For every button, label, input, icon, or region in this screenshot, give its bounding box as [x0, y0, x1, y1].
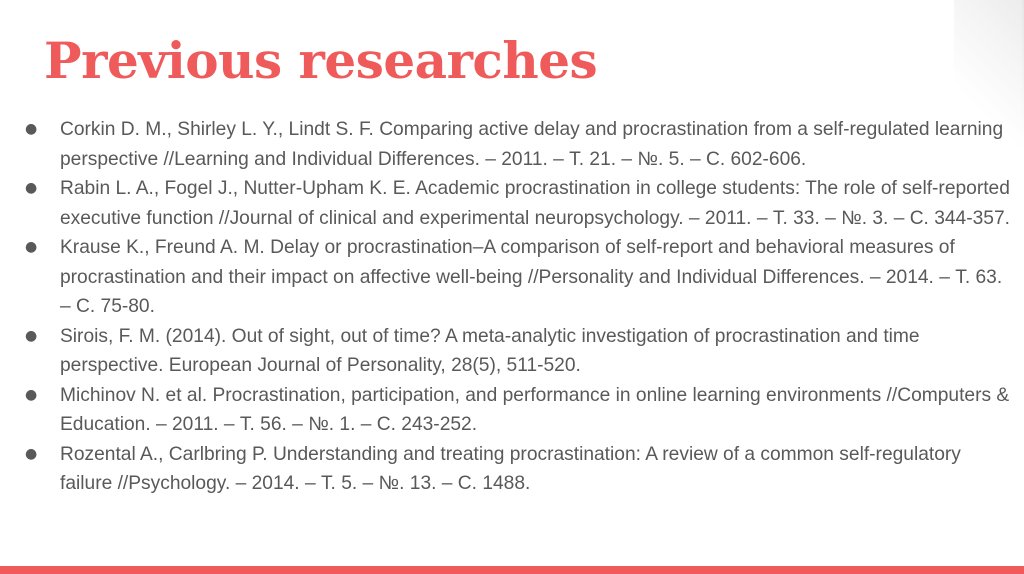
reference-text: Sirois, F. M. (2014). Out of sight, out of time? A meta-analytic investigation of procrastination and time perspective. European Journal of Personality, 28(5), 511-520. — [60, 325, 920, 376]
bullet-icon: ● — [25, 386, 38, 403]
bullet-icon: ● — [25, 327, 38, 344]
reference-item — [20, 381, 1012, 440]
bullet-icon: ● — [25, 180, 38, 196]
reference-text: Rabin L. A., Fogel J., Nutter-Upham K. E. Academic procrastination in college students: The role of self-reported executive function //Journal of clinical and experimental neuropsychology. – 2011. – Т. 33. – №. 3. – С. 344-357. — [60, 178, 1010, 229]
reference-text: Michinov N. et al. Procrastination, participation, and performance in online learning environments //Computers & Education. – 2011. – Т. 56. – №. 1. – С. 243-252. — [60, 384, 1010, 435]
reference-text: Corkin D. M., Shirley L. Y., Lindt S. F. Comparing active delay and procrastination from a self-regulated learning perspective //Learning and Individual Differences. – 2011. – Т. 21. – №. 5. – С. 602-606. — [60, 119, 1004, 170]
bullet-icon: ● — [25, 445, 38, 462]
reference-list — [20, 115, 1012, 499]
reference-text: Rozental A., Carlbring P. Understanding and treating procrastination: A review of a common self-regulatory failure //Psychology. – 2014. – Т. 5. – №. 13. – С. 1488. — [60, 443, 961, 494]
reference-item — [20, 233, 1012, 322]
accent-bottom-bar — [0, 566, 1024, 574]
reference-text: Krause K., Freund A. M. Delay or procrastination–A comparison of self-report and behavioral measures of procrastination and their impact on affective well-being //Personality and Individual Differences. – 2014. – Т. 63. – С. 75-80. — [60, 237, 1003, 317]
reference-item — [20, 174, 1012, 233]
bullet-icon: ● — [25, 239, 38, 255]
bullet-icon: ● — [25, 121, 38, 137]
reference-item — [20, 115, 1012, 174]
reference-item — [20, 322, 1012, 381]
reference-item — [20, 440, 1012, 499]
slide-title: Previous researches — [44, 31, 598, 90]
